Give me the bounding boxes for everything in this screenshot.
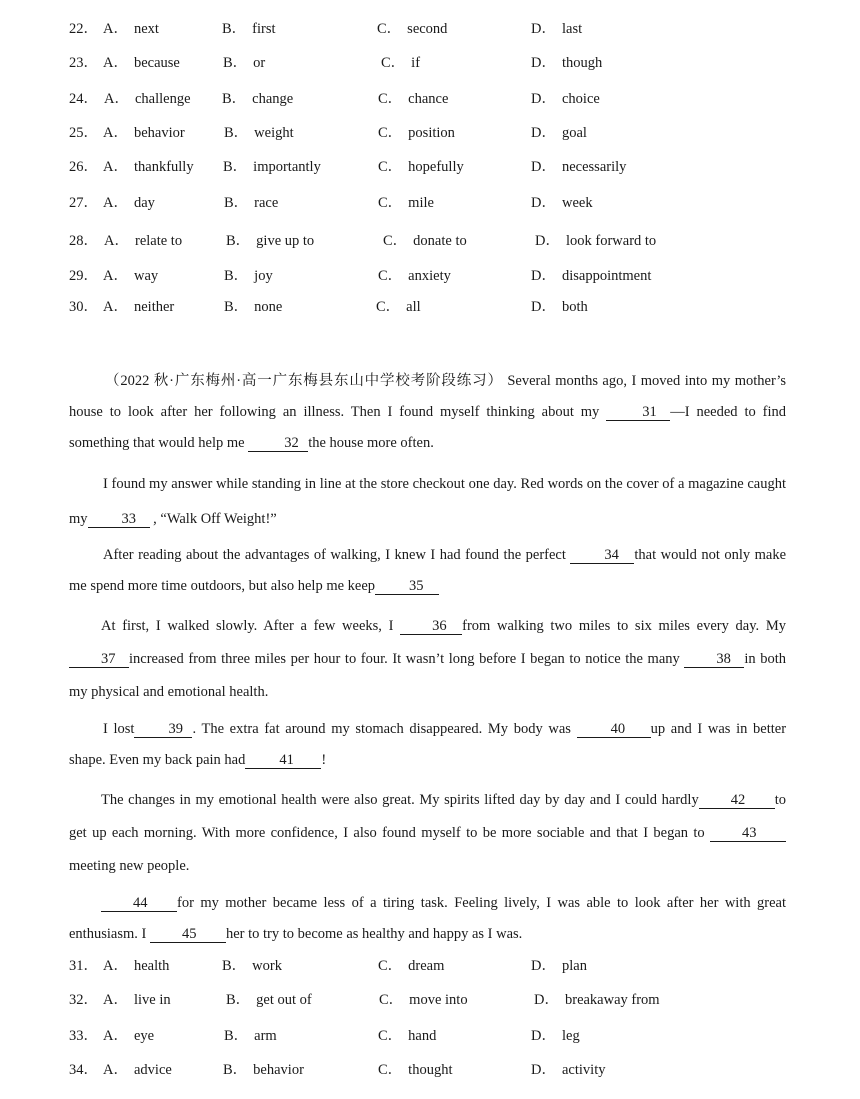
option-text: health (133, 958, 170, 974)
passage-paragraph-4 (69, 610, 786, 709)
option-letter: D． (531, 1062, 556, 1078)
answer-option[interactable] (531, 296, 588, 318)
answer-option[interactable] (531, 1025, 580, 1047)
option-text: dream (408, 958, 445, 974)
answer-option[interactable] (531, 265, 651, 287)
option-text: mile (408, 195, 434, 211)
answer-option[interactable] (531, 52, 602, 74)
option-text: move into (409, 992, 468, 1008)
option-letter: C． (378, 268, 403, 284)
answer-option[interactable] (224, 296, 282, 318)
option-text: give up to (256, 233, 315, 249)
blank-38[interactable]: 38 (684, 651, 744, 668)
option-letter: A． (103, 268, 128, 284)
option-text: necessarily (561, 159, 627, 175)
question-row (69, 265, 799, 287)
question-row (69, 955, 799, 977)
option-letter: D． (531, 125, 556, 141)
option-letter: B． (223, 1062, 248, 1078)
answer-option[interactable] (535, 230, 656, 252)
answer-option[interactable] (104, 230, 182, 252)
answer-option[interactable] (103, 989, 171, 1011)
option-text: challenge (134, 91, 191, 107)
option-text: week (561, 195, 593, 211)
question-row (69, 296, 799, 318)
answer-option[interactable] (103, 955, 169, 977)
option-text: or (253, 55, 266, 71)
option-text: look forward to (565, 233, 657, 249)
answer-option[interactable] (531, 1059, 605, 1081)
passage-paragraph-2 (69, 467, 786, 537)
option-letter: A． (104, 233, 129, 249)
answer-option[interactable] (378, 955, 444, 977)
option-letter: C． (377, 21, 402, 37)
question-row (69, 18, 799, 40)
option-letter: A． (104, 91, 129, 107)
question-number: 33． (69, 1028, 98, 1044)
answer-option[interactable] (103, 265, 158, 287)
option-letter: B． (223, 55, 248, 71)
passage-text: her to try to become as healthy and happy as I was. (225, 926, 523, 942)
option-letter: A． (103, 958, 128, 974)
question-row (69, 1059, 799, 1081)
option-letter: D． (531, 299, 556, 315)
answer-option[interactable] (383, 230, 467, 252)
blank-34[interactable]: 34 (570, 547, 634, 564)
option-letter: A． (103, 1028, 128, 1044)
option-text: choice (561, 91, 600, 107)
answer-option[interactable] (103, 52, 180, 74)
answer-option[interactable] (531, 122, 587, 144)
question-number: 30． (69, 299, 98, 315)
answer-option[interactable] (103, 156, 194, 178)
option-letter: B． (226, 992, 251, 1008)
passage-paragraph-7 (69, 888, 786, 950)
answer-option[interactable] (223, 52, 265, 74)
answer-option[interactable] (531, 18, 582, 40)
option-text: none (254, 299, 283, 315)
question-number: 29． (69, 268, 98, 284)
answer-option[interactable] (222, 18, 276, 40)
passage-paragraph-3 (69, 540, 786, 602)
blank-43[interactable]: 43 (710, 825, 786, 842)
option-text: disappointment (561, 268, 652, 284)
option-letter: C． (378, 958, 403, 974)
passage-text: I found my answer while standing in line at the store checkout one day. Red words on the cover of a magazine caught my (69, 476, 786, 527)
option-text: live in (133, 992, 171, 1008)
answer-option[interactable] (381, 52, 420, 74)
passage-text: up and I was in better shape. Even my back pain had (69, 721, 787, 768)
option-letter: A． (103, 159, 128, 175)
option-text: behavior (253, 1062, 304, 1078)
option-text: position (408, 125, 455, 141)
option-letter: C． (378, 1062, 403, 1078)
answer-option[interactable] (531, 192, 593, 214)
option-text: behavior (133, 125, 185, 141)
option-text: breakaway from (564, 992, 660, 1008)
option-letter: D． (531, 268, 556, 284)
option-letter: B． (224, 299, 249, 315)
answer-option[interactable] (103, 1025, 154, 1047)
answer-option[interactable] (224, 122, 294, 144)
option-text: weight (254, 125, 294, 141)
answer-option[interactable] (223, 156, 321, 178)
answer-option[interactable] (534, 989, 660, 1011)
blank-41[interactable]: 41 (245, 752, 321, 769)
option-letter: C． (378, 195, 403, 211)
question-number: 27． (69, 195, 98, 211)
option-text: hopefully (408, 159, 464, 175)
question-number: 32． (69, 992, 98, 1008)
answer-option[interactable] (378, 156, 464, 178)
blank-37[interactable]: 37 (69, 651, 129, 668)
option-letter: B． (226, 233, 251, 249)
answer-option[interactable] (531, 156, 626, 178)
question-number: 22． (69, 21, 98, 37)
option-letter: C． (378, 159, 403, 175)
option-text: thankfully (133, 159, 194, 175)
option-letter: C． (379, 992, 404, 1008)
passage-paragraph-6 (69, 784, 786, 883)
answer-option[interactable] (103, 192, 155, 214)
option-letter: B． (224, 1028, 249, 1044)
option-letter: D． (531, 91, 556, 107)
option-text: relate to (134, 233, 183, 249)
question-row (69, 88, 799, 110)
option-letter: D． (534, 992, 559, 1008)
blank-31[interactable]: 31 (606, 404, 670, 421)
blank-32[interactable]: 32 (248, 435, 308, 452)
option-letter: A． (103, 195, 128, 211)
blank-36[interactable]: 36 (400, 618, 462, 635)
question-number: 28． (69, 233, 98, 249)
option-letter: C． (378, 91, 403, 107)
blank-42[interactable]: 42 (699, 792, 775, 809)
passage-text: I lost (103, 721, 135, 737)
option-letter: A． (103, 299, 128, 315)
option-text: second (407, 21, 448, 37)
answer-option[interactable] (378, 1059, 452, 1081)
passage-text: from walking two miles to six miles every day. My (462, 618, 786, 634)
option-text: hand (408, 1028, 437, 1044)
answer-option[interactable] (531, 955, 587, 977)
option-text: race (254, 195, 279, 211)
option-text: day (133, 195, 155, 211)
option-letter: D． (531, 55, 556, 71)
option-letter: D． (531, 21, 556, 37)
passage-paragraph-1 (69, 366, 786, 459)
question-number: 34． (69, 1062, 98, 1078)
option-text: arm (254, 1028, 277, 1044)
passage-text: After reading about the advantages of walking, I knew I had found the perfect (103, 547, 566, 563)
passage-text: ! (321, 752, 327, 768)
option-letter: B． (224, 195, 249, 211)
answer-option[interactable] (103, 1059, 172, 1081)
question-number: 23． (69, 55, 98, 71)
option-letter: C． (378, 1028, 403, 1044)
option-text: first (252, 21, 276, 37)
answer-option[interactable] (103, 296, 174, 318)
question-row (69, 192, 799, 214)
answer-option[interactable] (103, 18, 159, 40)
option-letter: C． (381, 55, 406, 71)
option-letter: D． (535, 233, 560, 249)
option-text: because (133, 55, 180, 71)
passage-text: —I needed to find something that would help me (69, 404, 786, 451)
option-letter: A． (103, 55, 128, 71)
answer-option[interactable] (226, 989, 312, 1011)
answer-option[interactable] (378, 88, 448, 110)
blank-44[interactable]: 44 (101, 895, 177, 912)
option-text: goal (561, 125, 587, 141)
option-letter: D． (531, 195, 556, 211)
option-text: leg (561, 1028, 580, 1044)
option-text: anxiety (408, 268, 451, 284)
passage-text: The changes in my emotional health were also great. My spirits lifted day by day and I could hardly (101, 792, 699, 808)
option-letter: C． (383, 233, 408, 249)
option-text: activity (561, 1062, 606, 1078)
option-text: change (252, 91, 294, 107)
answer-option[interactable] (224, 1025, 277, 1047)
question-number: 26． (69, 159, 98, 175)
passage-text: . The extra fat around my stomach disappeared. My body was (192, 721, 571, 737)
question-row (69, 1025, 799, 1047)
option-letter: A． (103, 21, 128, 37)
passage-text: that would not only make me spend more time outdoors, but also help me keep (69, 547, 787, 594)
answer-option[interactable] (377, 18, 447, 40)
passage-text: in both my physical and emotional health. (69, 651, 787, 700)
passage-source: （2022 秋·广东梅州·高一广东梅县东山中学校考阶段练习） (105, 373, 503, 389)
answer-option[interactable] (222, 955, 282, 977)
answer-option[interactable] (223, 1059, 304, 1081)
answer-option[interactable] (378, 192, 434, 214)
option-letter: B． (223, 159, 248, 175)
option-text: importantly (253, 159, 321, 175)
option-text: way (133, 268, 159, 284)
option-letter: A． (103, 992, 128, 1008)
blank-45[interactable]: 45 (150, 926, 226, 943)
option-letter: D． (531, 1028, 556, 1044)
option-text: donate to (413, 233, 467, 249)
passage-text: At first, I walked slowly. After a few weeks, I (101, 618, 394, 634)
question-row (69, 122, 799, 144)
question-row (69, 156, 799, 178)
answer-option[interactable] (379, 989, 468, 1011)
option-letter: B． (222, 21, 247, 37)
answer-option[interactable] (103, 122, 185, 144)
option-text: get out of (256, 992, 312, 1008)
answer-option[interactable] (224, 265, 273, 287)
answer-option[interactable] (378, 122, 455, 144)
option-text: both (561, 299, 588, 315)
option-text: though (561, 55, 603, 71)
answer-option[interactable] (378, 265, 451, 287)
answer-option[interactable] (378, 1025, 436, 1047)
answer-option[interactable] (222, 88, 293, 110)
answer-option[interactable] (376, 296, 421, 318)
passage-text: increased from three miles per hour to four. It wasn’t long before I began to notice the many (129, 651, 680, 667)
question-number: 25． (69, 125, 98, 141)
question-number: 31． (69, 958, 98, 974)
option-text: thought (408, 1062, 453, 1078)
question-row (69, 989, 799, 1011)
option-letter: A． (103, 1062, 128, 1078)
passage-paragraph-5 (69, 714, 786, 776)
option-letter: B． (224, 268, 249, 284)
option-text: all (406, 299, 421, 315)
passage-text: to get up each morning. With more confidence, I also found myself to be more sociable and that I began to (69, 792, 786, 841)
option-text: if (411, 55, 421, 71)
option-text: joy (254, 268, 273, 284)
passage-text: the house more often. (308, 435, 434, 451)
answer-option[interactable] (226, 230, 314, 252)
option-letter: C． (378, 125, 403, 141)
passage-text: for my mother became less of a tiring task. Feeling lively, I was able to look after her with great enthusiasm. I (69, 895, 786, 942)
passage-text: , “Walk Off Weight!” (153, 511, 277, 527)
blank-33[interactable]: 33 (88, 511, 150, 528)
blank-39[interactable]: 39 (134, 721, 192, 738)
answer-option[interactable] (224, 192, 278, 214)
option-letter: B． (222, 958, 247, 974)
option-letter: B． (222, 91, 247, 107)
option-letter: C． (376, 299, 401, 315)
answer-option[interactable] (104, 88, 191, 110)
option-text: last (561, 21, 583, 37)
question-row (69, 230, 799, 252)
option-text: plan (561, 958, 587, 974)
option-text: advice (133, 1062, 172, 1078)
option-text: work (252, 958, 282, 974)
option-text: eye (133, 1028, 155, 1044)
option-letter: D． (531, 159, 556, 175)
question-number: 24． (69, 91, 98, 107)
passage-text: meeting new people. (69, 858, 190, 874)
passage-text: Several months ago, I moved into my mother’s house to look after her following an illness. Then I found myself thinking about my (69, 373, 787, 420)
option-text: next (133, 21, 159, 37)
question-row (69, 52, 799, 74)
option-text: neither (133, 299, 175, 315)
answer-option[interactable] (531, 88, 600, 110)
blank-40[interactable]: 40 (577, 721, 651, 738)
option-text: chance (408, 91, 449, 107)
option-letter: B． (224, 125, 249, 141)
option-letter: A． (103, 125, 128, 141)
option-letter: D． (531, 958, 556, 974)
blank-35[interactable]: 35 (375, 578, 439, 595)
